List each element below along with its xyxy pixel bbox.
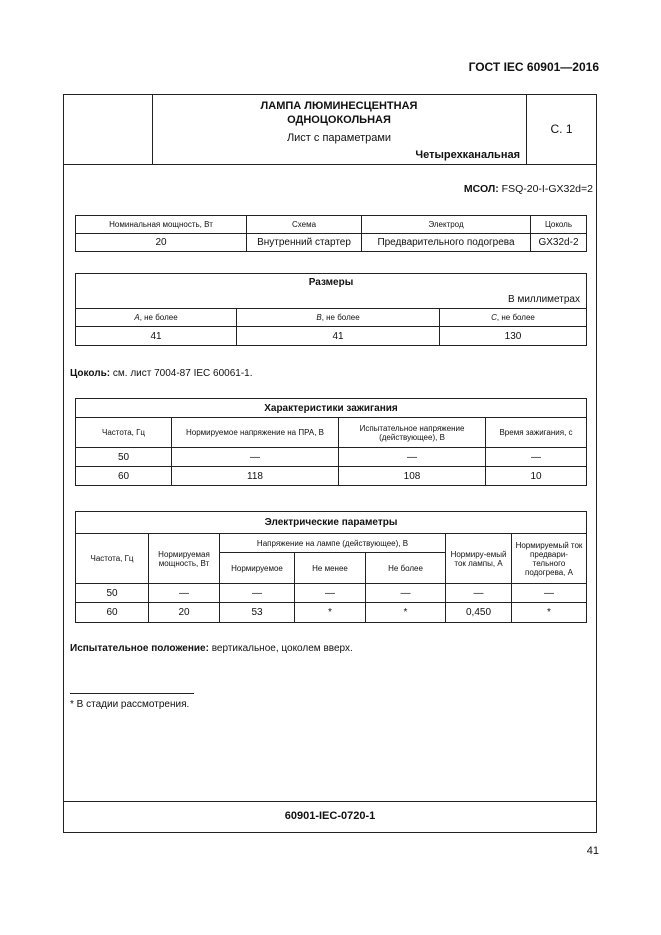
test-position-note: Испытательное положение: вертикальное, цоколем вверх. xyxy=(70,643,353,654)
lamp-type: Четырехканальная xyxy=(415,149,520,161)
footnote: * В стадии рассмотрения. xyxy=(70,699,190,710)
footer-code: 60901-IEC-0720-1 xyxy=(284,810,376,822)
lamp-basic-table: Номинальная мощность, Вт Схема Электрод Цоколь 20 Внутренний стартер Предварительного подогрева GX32d-2 xyxy=(75,215,587,252)
ignition-table: Характеристики зажигания Частота, Гц Нормируемое напряжение на ПРА, В Испытательное напряжение (действующее), В Время зажигания, с 50 — — — 60 118 108 10 xyxy=(75,398,587,486)
dimensions-table: Размеры В миллиметрах A, не более B, не более C, не более 41 41 130 xyxy=(75,273,587,346)
msol-code: МСОЛ: FSQ-20-I-GX32d=2 xyxy=(463,183,593,195)
footnote-rule xyxy=(70,693,194,694)
sheet-title: ЛАМПА ЛЮМИНЕСЦЕНТНАЯ ОДНОЦОКОЛЬНАЯ xyxy=(260,100,418,126)
standard-code: ГОСТ IEC 60901—2016 xyxy=(468,60,599,74)
electrical-table: Электрические параметры Частота, Гц Нормируемая мощность, Вт Напряжение на лампе (действующее), В Нормиру-емый ток лампы, А Нормируемый ток предвари-тельного подогрева, А Нормируемое Не менее Не более 50 — — — — — — 60 20 53 * * 0,450 * xyxy=(75,511,587,623)
cap-note: Цоколь: см. лист 7004-87 IEC 60061-1. xyxy=(70,368,253,379)
sheet-subtitle: Лист с параметрами xyxy=(286,132,392,144)
header-left-cell xyxy=(63,94,153,165)
header-title-cell xyxy=(152,94,527,165)
page-number: 41 xyxy=(586,845,599,857)
sheet-number: С. 1 xyxy=(526,94,597,165)
footer-divider xyxy=(63,801,597,802)
